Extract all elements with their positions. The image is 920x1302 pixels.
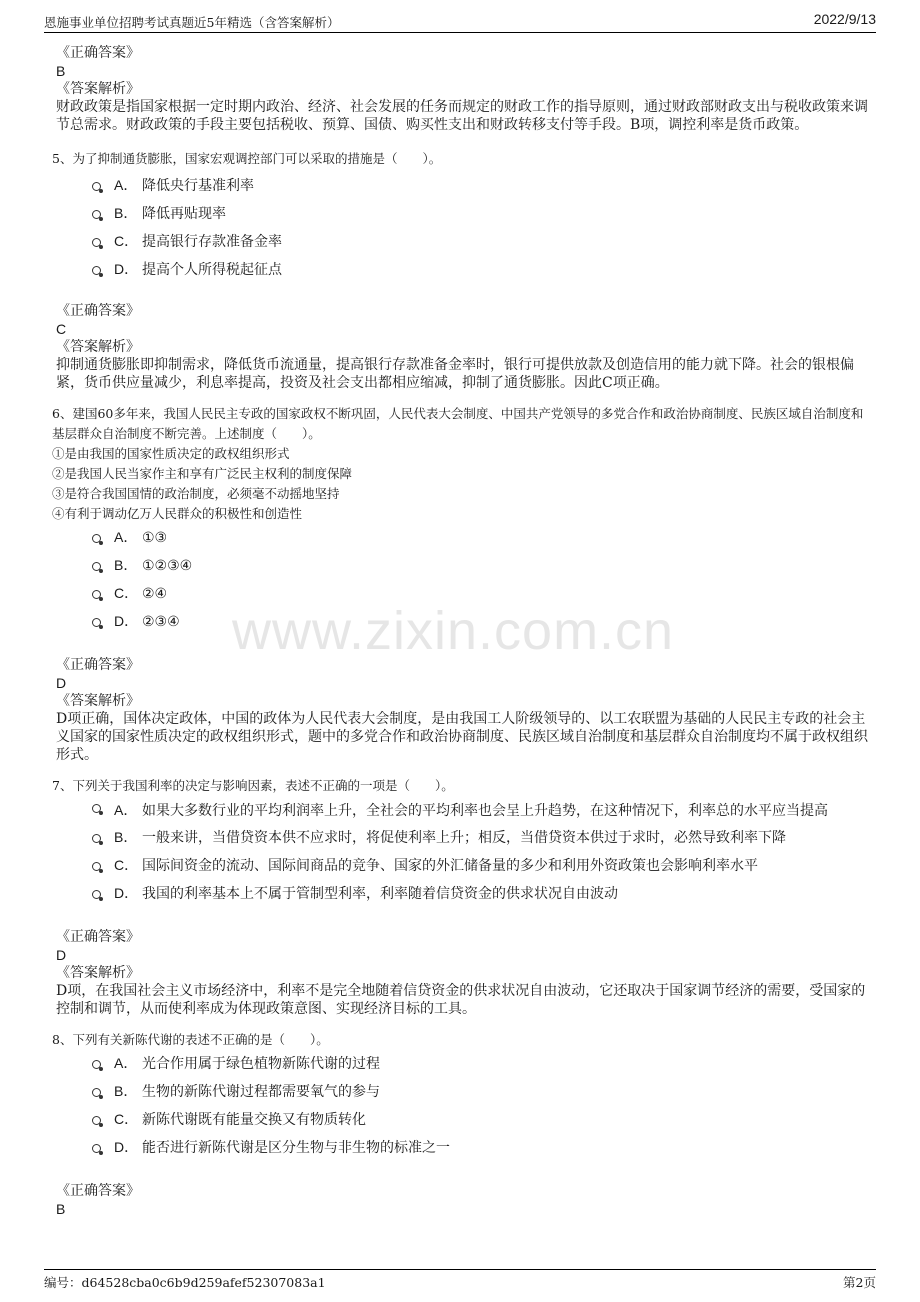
question-7-stem: 7、下列关于我国利率的决定与影响因素，表述不正确的一项是（ ）。 (52, 778, 454, 793)
statement-1: ①是由我国的国家性质决定的政权组织形式 (52, 446, 290, 461)
analysis-text: D项，在我国社会主义市场经济中，利率不是完全地随着信贷资金的供求状况自由波动，它还取决于国家调节经济的需要，受国家的控制和调节，从而使利率成为体现政策意图、实现经济目标的工具。 (56, 983, 866, 1017)
radio-icon[interactable] (92, 562, 101, 571)
correct-answer-label: 《正确答案》 (56, 45, 140, 61)
radio-icon[interactable] (92, 1088, 101, 1097)
radio-icon[interactable] (92, 618, 101, 627)
correct-answer-label: 《正确答案》 (56, 657, 140, 673)
statement-3: ③是符合我国国情的政治制度，必须毫不动摇地坚持 (52, 486, 340, 501)
question-5-stem: 5、为了抑制通货膨胀，国家宏观调控部门可以采取的措施是（ ）。 (52, 151, 442, 166)
correct-answer: B (56, 1201, 66, 1217)
radio-icon[interactable] (92, 238, 101, 247)
statement-2: ②是我国人民当家作主和享有广泛民主权利的制度保障 (52, 466, 353, 481)
option-b[interactable]: B． 降低再贴现率 (92, 200, 894, 228)
radio-icon[interactable] (92, 862, 101, 871)
radio-icon[interactable] (92, 182, 101, 191)
analysis-label: 《答案解析》 (56, 693, 140, 709)
option-d[interactable]: D． ②③④ (92, 608, 894, 636)
radio-icon[interactable] (92, 590, 101, 599)
document-code: 编号：d64528cba0c6b9d259afef52307083a1 (44, 1275, 326, 1290)
option-d[interactable]: D． 我国的利率基本上不属于管制型利率，利率随着信贷资金的供求状况自由波动 (92, 880, 894, 908)
correct-answer-label: 《正确答案》 (56, 303, 140, 319)
analysis-text: 财政政策是指国家根据一定时期内政治、经济、社会发展的任务而规定的财政工作的指导原则，通过财政部财政支出与税收政策来调节总需求。财政政策的手段主要包括税收、预算、国债、购买性支出和财政转移支付等手段。B项，调控利率是货币政策。 (56, 99, 868, 133)
statement-4: ④有利于调动亿万人民群众的积极性和创造性 (52, 506, 303, 521)
page-number: 第2页 (843, 1275, 876, 1290)
option-c[interactable]: C． 新陈代谢既有能量交换又有物质转化 (92, 1106, 894, 1134)
option-d[interactable]: D． 能否进行新陈代谢是区分生物与非生物的标准之一 (92, 1134, 894, 1162)
question-8-stem: 8、下列有关新陈代谢的表述不正确的是（ ）。 (52, 1032, 329, 1047)
question-5-options (92, 172, 876, 284)
option-c[interactable]: C． 提高银行存款准备金率 (92, 228, 894, 256)
radio-icon[interactable] (92, 210, 101, 219)
correct-answer-label: 《正确答案》 (56, 929, 140, 945)
option-d[interactable]: D． 提高个人所得税起征点 (92, 256, 894, 284)
radio-icon[interactable] (92, 890, 101, 899)
radio-icon[interactable] (92, 1144, 101, 1153)
question-7-options (92, 796, 876, 908)
option-a[interactable]: A． 降低央行基准利率 (92, 172, 894, 200)
option-b[interactable]: B． ①②③④ (92, 552, 894, 580)
question-6-stem: 6、建国60多年来，我国人民民主专政的国家政权不断巩固，人民代表大会制度、中国共产党领导的多党合作和政治协商制度、民族区域自治制度和基层群众自治制度不断完善。上述制度（ ）。 (52, 406, 864, 441)
radio-icon[interactable] (92, 804, 101, 813)
correct-answer: B (56, 63, 66, 79)
option-a[interactable]: A． 光合作用属于绿色植物新陈代谢的过程 (92, 1050, 894, 1078)
analysis-label: 《答案解析》 (56, 81, 140, 97)
radio-icon[interactable] (92, 834, 101, 843)
correct-answer: D (56, 675, 67, 691)
analysis-text: 抑制通货膨胀即抑制需求，降低货币流通量，提高银行存款准备金率时，银行可提供放款及创造信用的能力就下降。社会的银根偏紧，货币供应量减少，利息率提高，投资及社会支出都相应缩减，抑制了通货膨胀。因此C项正确。 (56, 357, 854, 391)
analysis-label: 《答案解析》 (56, 965, 140, 981)
document-title: 恩施事业单位招聘考试真题近5年精选（含答案解析） (44, 15, 340, 30)
option-a[interactable]: A． 如果大多数行业的平均利润率上升，全社会的平均利率也会呈上升趋势，在这种情况下，利率总的水平应当提高 (92, 796, 894, 824)
option-c[interactable]: C． ②④ (92, 580, 894, 608)
question-8-options (92, 1050, 876, 1162)
document-date: 2022/9/13 (813, 11, 876, 27)
option-b[interactable]: B． 生物的新陈代谢过程都需要氧气的参与 (92, 1078, 894, 1106)
option-c[interactable]: C． 国际间资金的流动、国际间商品的竞争、国家的外汇储备量的多少和利用外资政策也会影响利率水平 (92, 852, 894, 880)
correct-answer-label: 《正确答案》 (56, 1183, 140, 1199)
analysis-text: D项正确，国体决定政体，中国的政体为人民代表大会制度，是由我国工人阶级领导的、以工农联盟为基础的人民民主专政的社会主义国家的国家性质决定的政权组织形式，题中的多党合作和政治协商制度、民族区域自治制度和基层群众自治制度均不属于政权组织形式。 (56, 711, 868, 763)
correct-answer: C (56, 321, 67, 337)
page-header (44, 10, 876, 33)
document-body (52, 44, 876, 1218)
correct-answer: D (56, 947, 67, 963)
radio-icon[interactable] (92, 1060, 101, 1069)
question-6-options (92, 524, 876, 636)
radio-icon[interactable] (92, 1116, 101, 1125)
analysis-label: 《答案解析》 (56, 339, 140, 355)
option-b[interactable]: B． 一般来讲，当借贷资本供不应求时，将促使利率上升；相反，当借贷资本供过于求时，必然导致利率下降 (92, 824, 894, 852)
watermark: www.zixin.com.cn (232, 601, 675, 661)
page-footer (44, 1269, 876, 1290)
radio-icon[interactable] (92, 266, 101, 275)
radio-icon[interactable] (92, 534, 101, 543)
option-a[interactable]: A． ①③ (92, 524, 894, 552)
